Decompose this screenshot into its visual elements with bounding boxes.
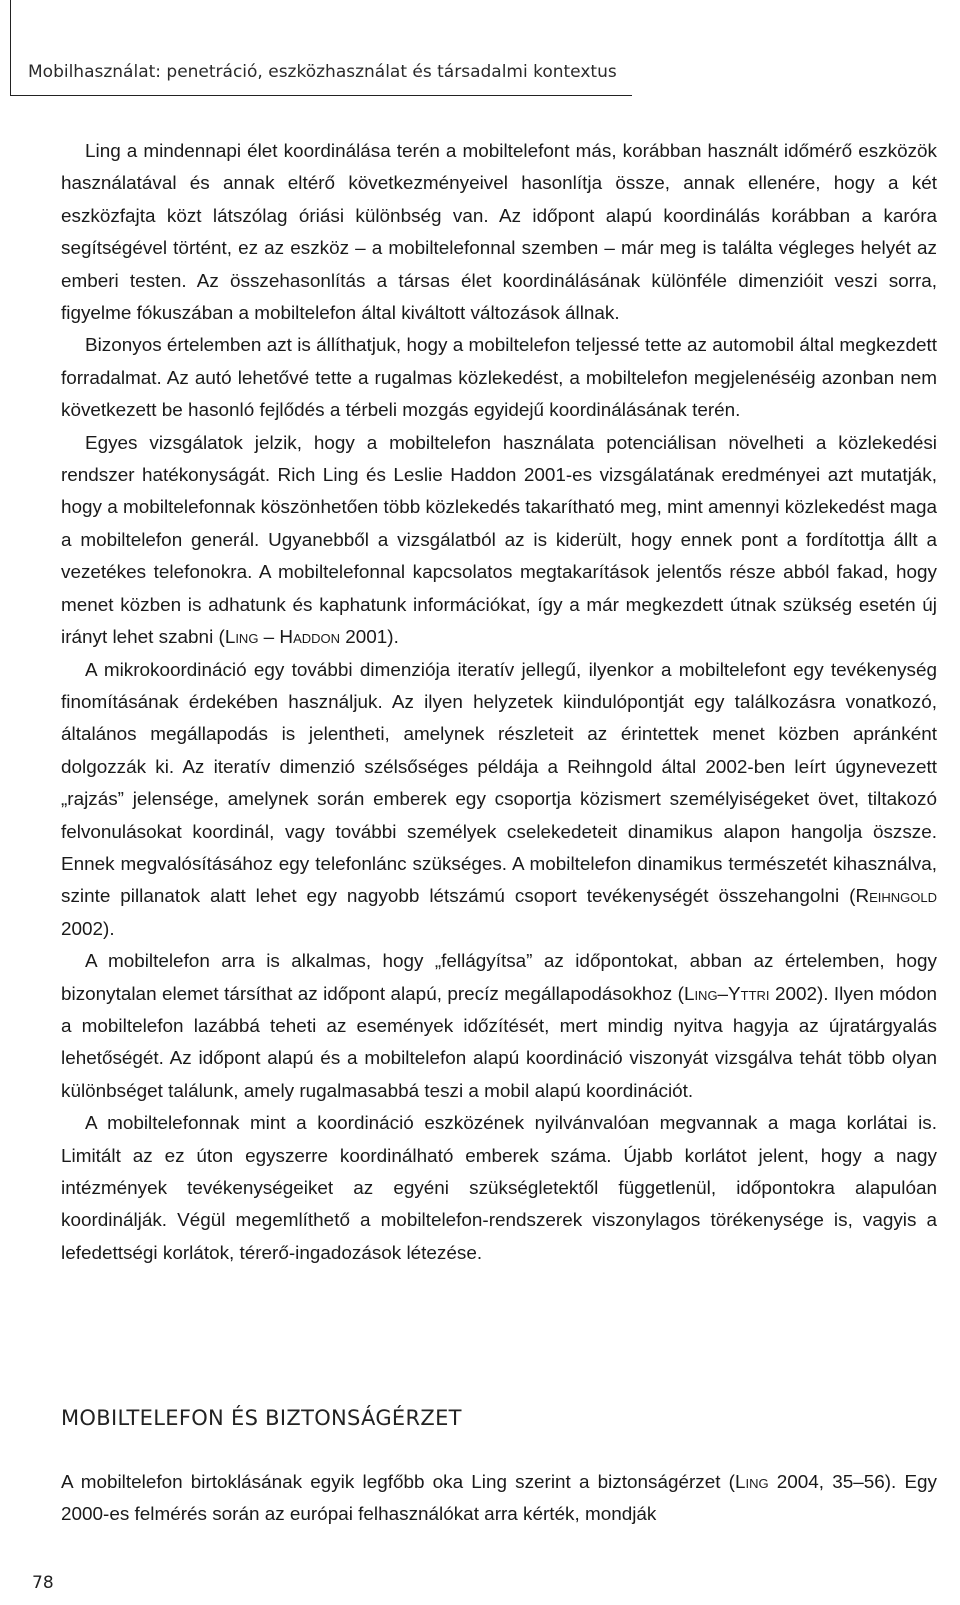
section-heading: MOBILTELEFON ÉS BIZTONSÁGÉRZET (61, 1406, 462, 1430)
page-number: 78 (32, 1573, 54, 1593)
paragraph-text: Egyes vizsgálatok jelzik, hogy a mobiltelefon használata potenciálisan növelheti a közlekedési rendszer hatékonyságát. Rich Ling és Leslie Haddon 2001-es vizsgálatának eredményei azt mutatják, hogy a mobiltelefonnak köszönhetően több közlekedés takarítható meg, mint amennyi közlekedést maga a mobiltelefon generál. Ugyanebből a vizsgálatból az is kiderült, hogy ennek pont a fordítottja állt a vezetékes telefonokra. A mobiltelefonnal kapcsolatos megtakarítások jelentős része abból fakad, hogy menet közben is adhatunk és kaphatunk információkat, így a már megkezdett útnak szükség esetén új irányt lehet szabni ( (61, 432, 937, 649)
paragraph (61, 946, 937, 1108)
citation-author: Ling–Yttri (683, 983, 770, 1005)
paragraph (61, 136, 937, 330)
paragraph-text: 2001). (340, 627, 399, 649)
paragraph-text: A mobiltelefonnak mint a koordináció eszközének nyilvánvalóan megvannak a maga korlátai is. Limitált az ez úton egyszerre koordinálható emberek száma. Újabb korlátot jelent, hogy a nagy intézmények tevékenységeiket az egyéni szükségletektől függetlenül, időpontokra alapulóan koordinálják. Végül megemlíthető a mobiltelefon-rendszerek viszonylagos törékenysége is, vagyis a lefedettségi korlátok, térerő-ingadozások létezése. (61, 1113, 937, 1264)
paragraph-text: A mikrokoordináció egy további dimenziója iteratív jellegű, ilyenkor a mobiltelefont egy tevékenység finomításának érdekében használjuk. Az ilyen helyzetek kiindulópontját egy találkozásra vonatkozó, általános megállapodás is jelentheti, amelynek részleteit az érintettek menet közben apránként dolgozzák ki. Az iteratív dimenzió szélsőséges példája a Reihngold által 2002-ben leírt úgynevezett „rajzás” jelensége, amelynek során emberek egy csoportja közismert személyiségeket övet, tiltakozó felvonulásokat koordinál, vagy további személyek cselekedeteit dinamikus alapon hangolja öszsze. Ennek megvalósításához egy telefonlánc szükséges. A mobiltelefon dinamikus természetét kihasználva, szinte pillanatok alatt lehet egy nagyobb létszámú csoport tevékenységét összehangolni ( (61, 659, 937, 908)
running-header: Mobilhasználat: penetráció, eszközhasználat és társadalmi kontextus (28, 62, 617, 82)
paragraph (61, 330, 937, 427)
citation-author: Ling – Haddon (224, 627, 341, 649)
paragraph-text: A mobiltelefon arra is alkalmas, hogy „fellágyítsa” az időpontokat, abban az értelemben, hogy bizonytalan elemet társíthat az időpont alapú, precíz megállapodásokhoz ( (61, 951, 937, 1005)
paragraph (61, 655, 937, 947)
paragraph-text: 2002). (61, 918, 115, 940)
paragraph-text: 2002). Ilyen módon a mobiltelefon lazábbá teheti az események időzítését, mert mindig nyitva hagyja az újratárgyalás lehetőségét. Az időpont alapú és a mobiltelefon alapú koordináció viszonyát vizsgálva tehát több olyan különbséget találunk, amely rugalmasabbá teszi a mobil alapú koordinációt. (61, 983, 937, 1102)
citation-author: Reihngold (855, 886, 937, 908)
paragraph (61, 428, 937, 655)
paragraph (61, 1467, 937, 1532)
paragraph-text: Ling a mindennapi élet koordinálása terén a mobiltelefont más, korábban használt időmérő eszközök használatával és annak eltérő következményeivel hasonlítja össze, annak ellenére, hogy a két eszközfajta közt látszólag óriási különbség van. Az időpont alapú koordinálás korábban a karóra segítségével történt, ez az eszköz – a mobiltelefonnal szemben – már meg is találta végleges helyét az emberi testen. Az összehasonlítás a társas élet koordinálásának különféle dimenzióit veszi sorra, figyelme fókuszában a mobiltelefon által kiváltott változások állnak. (61, 141, 937, 325)
paragraph-text: A mobiltelefon birtoklásának egyik legfőbb oka Ling szerint a biztonságérzet ( (61, 1472, 735, 1493)
paragraph-text: 2004, 35–56). Egy 2000-es felmérés során az európai felhasználókat arra kérték, mondják (61, 1472, 937, 1526)
header-rule-vertical (10, 0, 11, 96)
header-rule-horizontal (10, 95, 632, 96)
main-text (61, 136, 937, 1270)
section-text (61, 1467, 937, 1532)
paragraph (61, 1108, 937, 1270)
citation-author: Ling (734, 1472, 769, 1493)
paragraph-text: Bizonyos értelemben azt is állíthatjuk, hogy a mobiltelefon teljessé tette az automobil által megkezdett forradalmat. Az autó lehetővé tette a rugalmas közlekedést, a mobiltelefon megjelenéséig azonban nem következett be hasonló fejlődés a térbeli mozgás egyidejű koordinálásának terén. (61, 335, 937, 422)
